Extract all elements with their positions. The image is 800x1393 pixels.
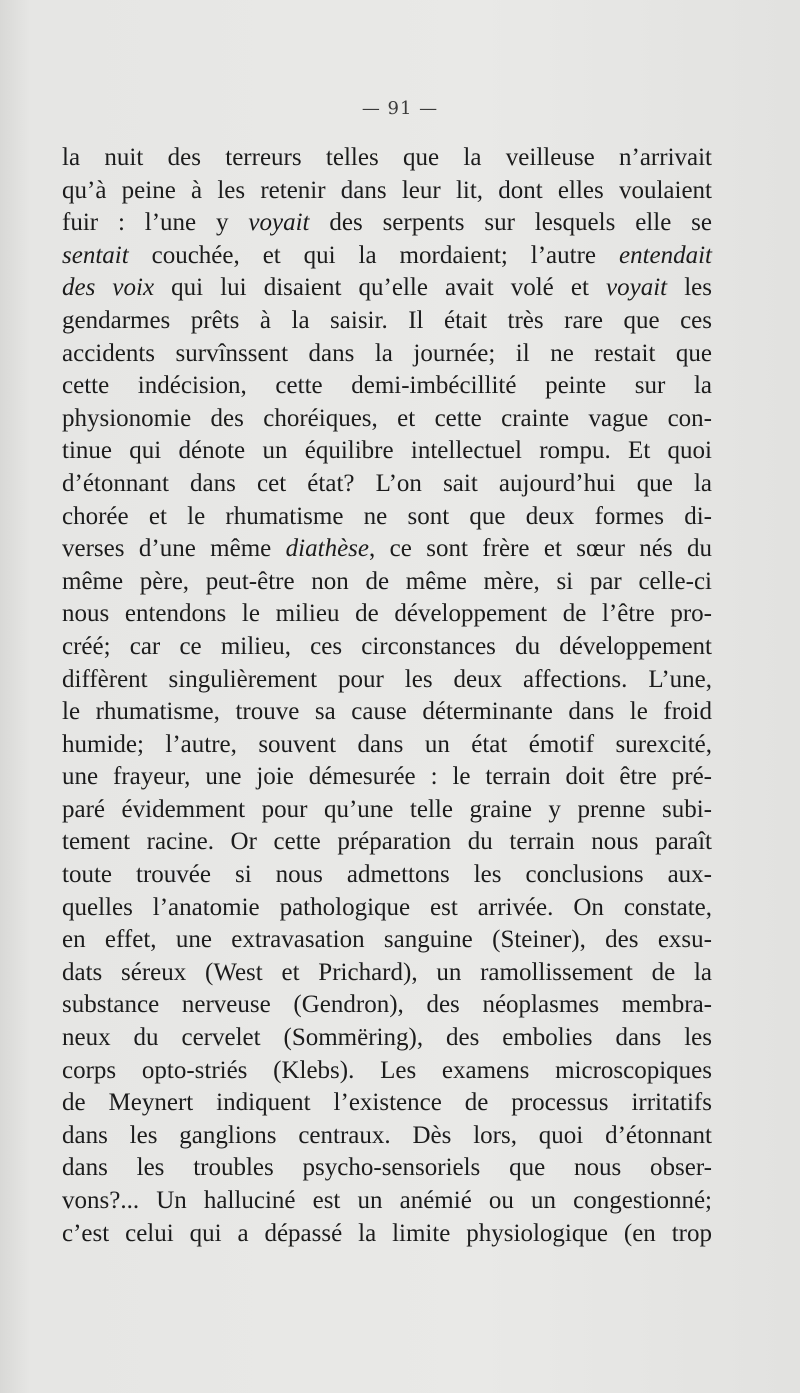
text-line: substance nerveuse (Gendron), des néoplasmes membra- — [62, 991, 712, 1019]
text-line: des voix qui lui disaient qu’elle avait volé et voyait les — [62, 274, 712, 302]
text-line: physionomie des choréiques, et cette crainte vague con- — [62, 404, 712, 432]
text-line: accidents survînssent dans la journée; il ne restait que — [62, 339, 712, 367]
text-line: dats séreux (West et Prichard), un ramollissement de la — [62, 958, 712, 986]
page-number: — 91 — — [361, 98, 439, 119]
text-line: vons?... Un halluciné est un anémié ou un congestionné; — [62, 1187, 712, 1214]
text-line: dans les ganglions centraux. Dès lors, quoi d’étonnant — [62, 1121, 712, 1149]
text-line: la nuit des terreurs telles que la veilleuse n’arrivait — [62, 144, 712, 171]
text-line: sentait couchée, et qui la mordaient; l’autre entendait — [62, 241, 712, 269]
text-line: tement racine. Or cette préparation du terrain nous paraît — [62, 828, 712, 856]
text-line: toute trouvée si nous admettons les conclusions aux- — [62, 861, 712, 889]
text-line: une frayeur, une joie démesurée : le terrain doit être pré- — [62, 763, 712, 791]
text-line: corps opto-striés (Klebs). Les examens microscopiques — [62, 1056, 712, 1084]
text-line: nous entendons le milieu de développement de l’être pro- — [62, 600, 712, 628]
text-line: qu’à peine à les retenir dans leur lit, dont elles voulaient — [62, 176, 712, 204]
text-line: diffèrent singulièrement pour les deux affections. L’une, — [62, 665, 712, 693]
text-line: créé; car ce milieu, ces circonstances du développement — [62, 632, 712, 660]
text-line: d’étonnant dans cet état? L’on sait aujourd’hui que la — [62, 469, 712, 497]
text-line: quelles l’anatomie pathologique est arrivée. On constate, — [62, 893, 712, 921]
text-line: en effet, une extravasation sanguine (Steiner), des exsu- — [62, 926, 712, 954]
text-line: paré évidemment pour qu’une telle graine y prenne subi- — [62, 795, 712, 823]
text-line: cette indécision, cette demi-imbécillité peinte sur la — [62, 372, 712, 400]
text-line: tinue qui dénote un équilibre intellectuel rompu. Et quoi — [62, 437, 712, 465]
text-line: c’est celui qui a dépassé la limite physiologique (en trop — [62, 1219, 712, 1247]
text-line: fuir : l’une y voyait des serpents sur lesquels elle se — [62, 209, 712, 237]
text-line: gendarmes prêts à la saisir. Il était très rare que ces — [62, 306, 712, 334]
body-text — [62, 142, 712, 1250]
text-line: verses d’une même diathèse, ce sont frère et sœur nés du — [62, 535, 713, 563]
text-line: neux du cervelet (Sommëring), des embolies dans les — [62, 1024, 712, 1052]
text-line: même père, peut-être non de même mère, si par celle-ci — [62, 567, 712, 595]
text-line: le rhumatisme, trouve sa cause déterminante dans le froid — [62, 698, 712, 726]
text-line: humide; l’autre, souvent dans un état émotif surexcité, — [62, 730, 712, 758]
text-line: dans les troubles psycho-sensoriels que nous obser- — [62, 1154, 712, 1182]
text-line: de Meynert indiquent l’existence de processus irritatifs — [62, 1089, 712, 1117]
text-line: chorée et le rhumatisme ne sont que deux formes di- — [62, 502, 712, 530]
